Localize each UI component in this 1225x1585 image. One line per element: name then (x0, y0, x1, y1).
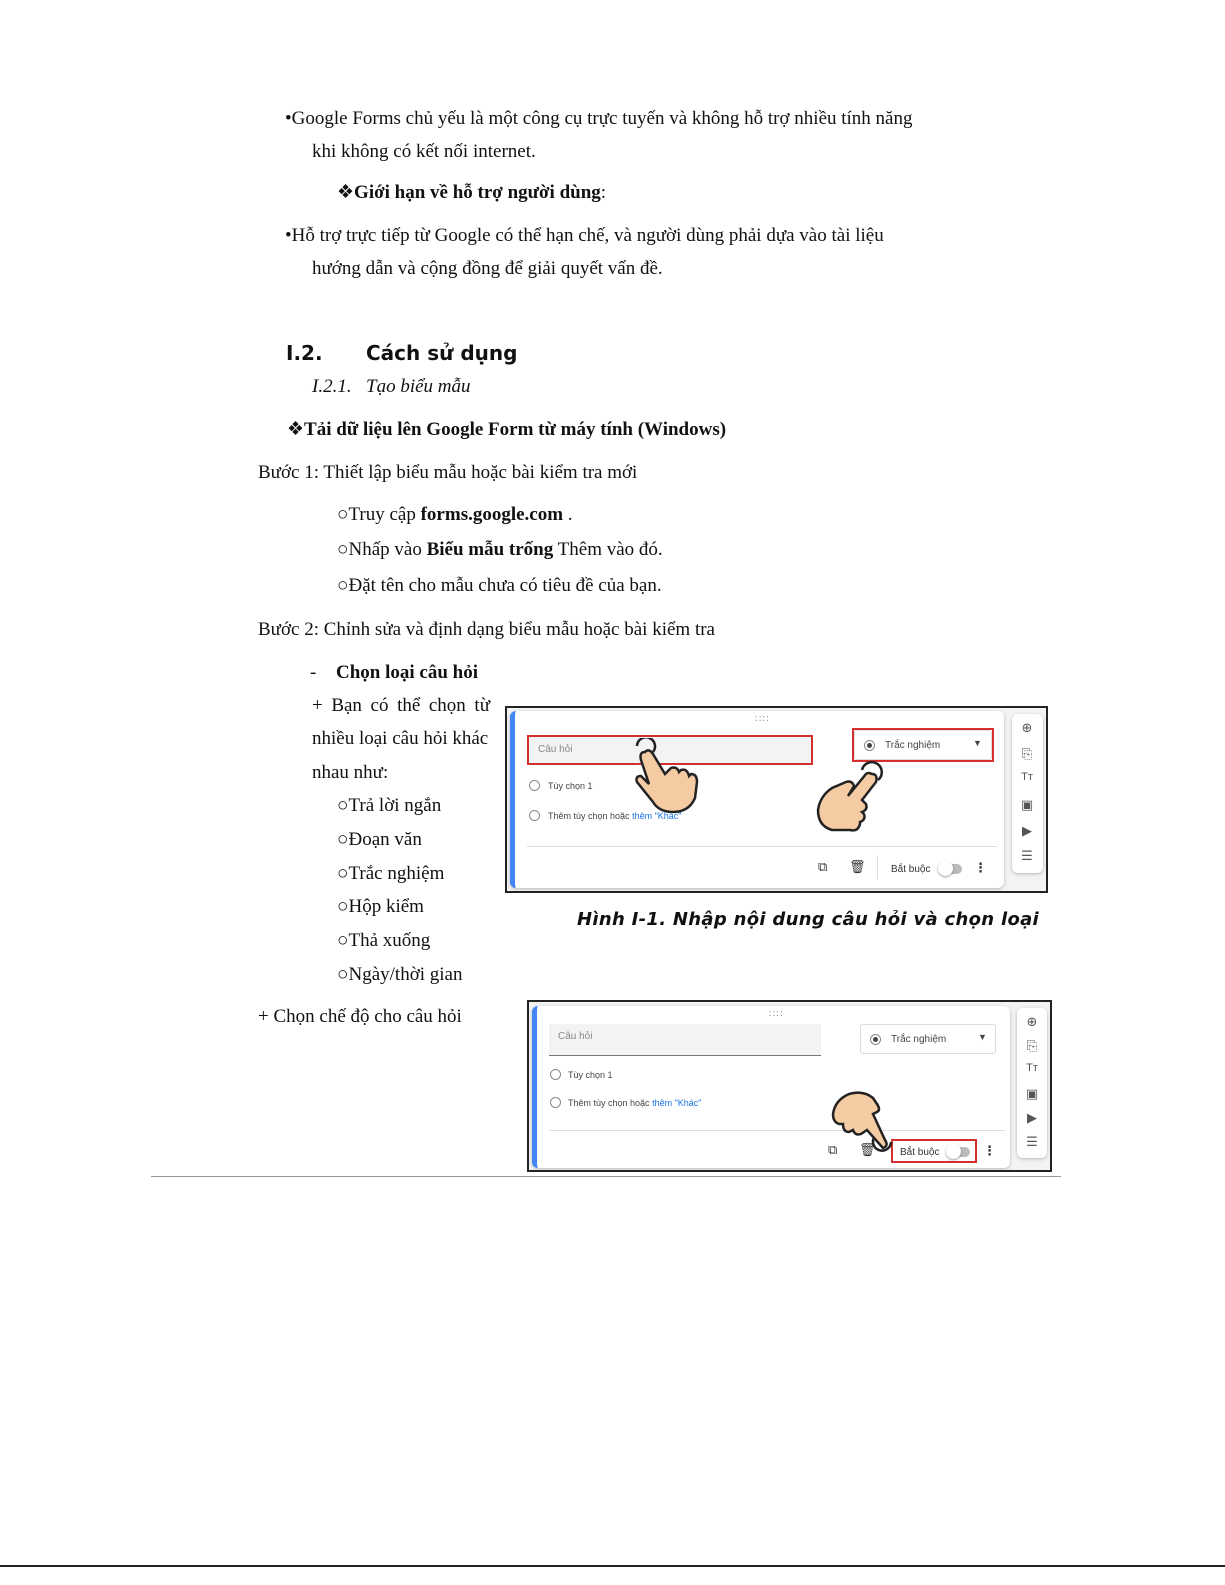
type-item: ○Hộp kiểm (337, 896, 424, 917)
add-option[interactable] (568, 1098, 701, 1108)
step-1a (337, 503, 573, 527)
page-bottom-border (0, 1565, 1225, 1567)
type-item: ○Đoạn văn (337, 829, 422, 850)
support-limit-bold: Giới hạn về hỗ trợ người dùng (354, 182, 601, 203)
radio-icon (529, 810, 540, 821)
more-menu-icon[interactable]: ⋮ (983, 1143, 996, 1158)
figure-caption: Hình I-1. Nhập nội dung câu hỏi và chọn loại (577, 909, 1040, 930)
upload-heading (287, 418, 726, 442)
chevron-down-icon: ▼ (973, 738, 982, 748)
radio-icon (550, 1097, 561, 1108)
section-icon[interactable]: ☰ (1026, 1134, 1038, 1149)
question-card (510, 711, 1004, 888)
trash-icon[interactable]: 🗑 (859, 1142, 876, 1157)
bullet-offline: •Google Forms chủ yếu là một công cụ trực tuyến và không hỗ trợ nhiều tính năng (285, 108, 913, 129)
question-input[interactable]: Câu hỏi (549, 1024, 821, 1056)
image-icon[interactable]: ▣ (1025, 1086, 1039, 1101)
add-question-icon[interactable]: ⊕ (1026, 1014, 1038, 1029)
page-footer-divider (151, 1176, 1061, 1177)
figure-question-type-screenshot (505, 706, 1048, 893)
step-1b (337, 538, 663, 562)
title-text-icon[interactable]: Tт (1021, 771, 1033, 783)
add-option-label[interactable]: Thêm tùy chọn hoặc (568, 1098, 650, 1108)
step-1a-pre: ○Truy cập (337, 504, 421, 525)
footer-divider (877, 855, 878, 879)
forms-url: forms.google.com (420, 504, 564, 525)
required-toggle[interactable] (940, 864, 962, 874)
pointing-hand-icon (623, 738, 703, 818)
radio-selected-icon (870, 1034, 881, 1045)
intro-line-1: + Bạn có thể chọn từ (312, 695, 490, 716)
question-type-label: Trắc nghiệm (891, 1034, 947, 1045)
choose-type-bold: Chọn loại câu hỏi (336, 662, 479, 683)
toolbar-sidebar (1012, 714, 1043, 873)
drag-handle-icon: ∷∷ (755, 714, 770, 725)
pointing-hand-icon (810, 760, 890, 840)
question-input[interactable]: Câu hỏi (529, 737, 811, 765)
diamond-bullet-icon: ❖ (287, 419, 305, 440)
bullet-support-cont: hướng dẫn và cộng đồng để giải quyết vấn đề. (312, 258, 663, 279)
toolbar-sidebar (1017, 1008, 1047, 1158)
import-question-icon[interactable]: ⎘ (1021, 746, 1033, 761)
choose-type-heading (336, 661, 478, 685)
video-icon[interactable]: ▶ (1027, 1110, 1037, 1125)
pointing-hand-icon (827, 1076, 907, 1156)
type-item: ○Trả lời ngắn (337, 795, 442, 816)
question-type-select[interactable] (860, 1024, 996, 1054)
section-number: I.2. (286, 341, 323, 365)
blank-form-label: Biểu mẫu trống (426, 539, 554, 560)
more-menu-icon[interactable]: ⋮ (974, 860, 987, 875)
diamond-bullet-icon: ❖ (337, 182, 355, 203)
trash-icon[interactable]: 🗑 (849, 859, 866, 874)
step-1a-post: . (563, 504, 573, 525)
step-1c: ○Đặt tên cho mẫu chưa có tiêu đề của bạn. (337, 575, 662, 596)
radio-icon (529, 780, 540, 791)
add-question-icon[interactable]: ⊕ (1021, 720, 1033, 735)
required-label: Bắt buộc (891, 864, 931, 875)
highlight-box (852, 728, 994, 762)
duplicate-icon[interactable]: ⧉ (828, 1142, 838, 1157)
image-icon[interactable]: ▣ (1020, 797, 1034, 812)
import-question-icon[interactable]: ⎘ (1026, 1038, 1038, 1053)
card-divider (527, 846, 997, 847)
radio-icon (550, 1069, 561, 1080)
step-2: Bước 2: Chỉnh sửa và định dạng biểu mẫu hoặc bài kiểm tra (258, 619, 715, 640)
bullet-support: •Hỗ trợ trực tiếp từ Google có thể hạn chế, và người dùng phải dựa vào tài liệu (285, 225, 884, 246)
figure-required-mode-screenshot (527, 1000, 1052, 1172)
drag-handle-icon: ∷∷ (769, 1009, 784, 1020)
question-type-label: Trắc nghiệm (885, 740, 941, 751)
upload-heading-text: Tải dữ liệu lên Google Form từ máy tính (Windows) (304, 419, 727, 440)
support-limit-colon: : (600, 182, 607, 203)
card-divider (549, 1130, 1005, 1131)
step-1: Bước 1: Thiết lập biểu mẫu hoặc bài kiểm tra mới (258, 462, 638, 483)
title-text-icon[interactable]: Tт (1026, 1062, 1038, 1074)
add-option-label[interactable]: Thêm tùy chọn hoặc (548, 811, 630, 821)
section-icon[interactable]: ☰ (1021, 848, 1033, 863)
dash-bullet: - (310, 662, 317, 683)
step-1b-post: Thêm vào đó. (553, 539, 663, 560)
type-item: ○Thả xuống (337, 930, 431, 951)
duplicate-icon[interactable]: ⧉ (818, 859, 828, 874)
bullet-offline-cont: khi không có kết nối internet. (312, 141, 536, 162)
type-item: ○Ngày/thời gian (337, 964, 463, 985)
option-1-label[interactable]: Tùy chọn 1 (548, 781, 593, 791)
step-1b-pre: ○Nhấp vào (337, 539, 427, 560)
intro-line-2: nhiều loại câu hỏi khác (312, 728, 489, 749)
mode-heading: + Chọn chế độ cho câu hỏi (258, 1006, 462, 1027)
required-label: Bắt buộc (900, 1147, 940, 1158)
question-card (532, 1006, 1010, 1168)
chevron-down-icon: ▼ (978, 1032, 987, 1042)
add-other-link[interactable]: thêm "Khác" (632, 811, 682, 821)
option-1-label[interactable]: Tùy chọn 1 (568, 1070, 613, 1080)
subsection-number: I.2.1. (312, 376, 352, 397)
type-item: ○Trắc nghiệm (337, 863, 445, 884)
support-limit-heading (337, 181, 606, 205)
add-other-link[interactable]: thêm "Khác" (652, 1098, 702, 1108)
section-title: Cách sử dụng (366, 341, 518, 365)
intro-line-3: nhau như: (312, 762, 389, 783)
subsection-title: Tạo biểu mẫu (366, 376, 471, 397)
video-icon[interactable]: ▶ (1022, 823, 1032, 838)
